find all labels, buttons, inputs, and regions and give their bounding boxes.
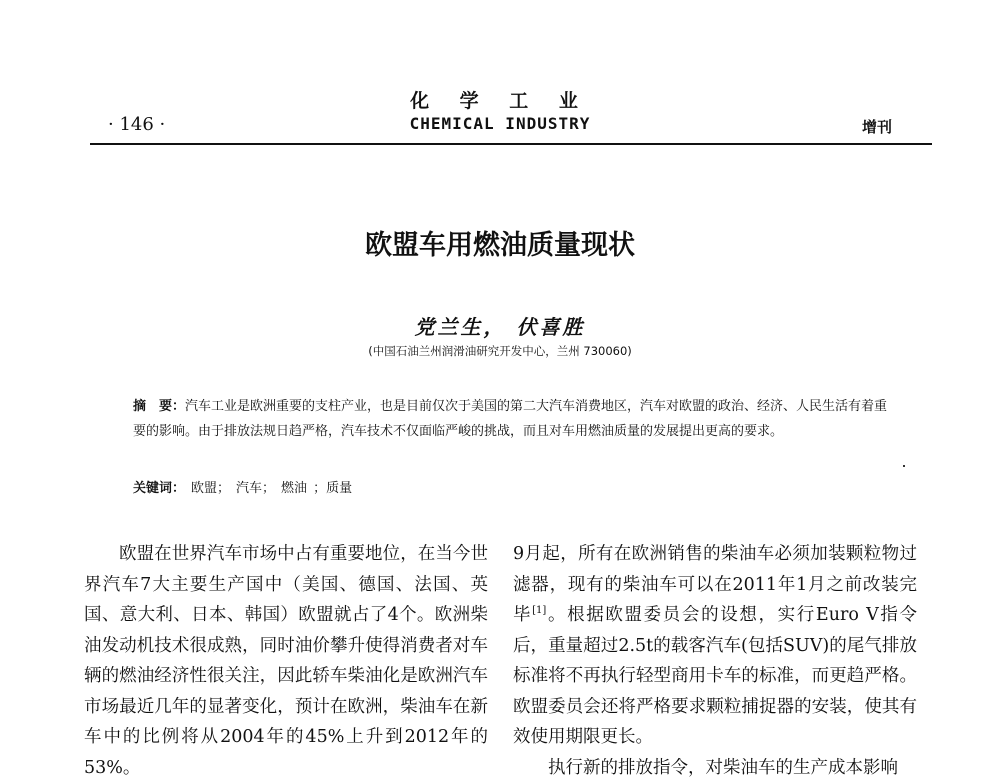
keyword-item: 汽车； (236, 481, 275, 496)
body-text: 。根据欧盟委员会的设想，实行Euro Ⅴ指令后，重量超过2.5t的载客汽车(包括SUV)的尾气排放标准将不再执行轻型商用卡车的标准，而更趋严格。欧盟委员会还将严格要求颗粒捕捉器的安装，使其有效使用期限更长。 (513, 605, 917, 747)
body-paragraph: 欧盟在世界汽车市场中占有重要地位，在当今世界汽车7大主要生产国中（美国、德国、法国、英国、意大利、日本、韩国）欧盟就占了4个。欧洲柴油发动机技术很成熟，同时油价攀升使得消费者对车辆的燃油经济性很关注，因此轿车柴油化是欧洲汽车市场最近几年的显著变化，预计在欧洲，柴油车在新车中的比例将从2004年的45%上升到2012年的53%。 (84, 539, 488, 783)
keyword-item: ；质量 (313, 481, 352, 496)
page-number: · 146 · (108, 114, 165, 135)
keyword-item: 燃油 (281, 481, 307, 496)
article-authors: 党兰生， 伏喜胜 (0, 311, 1000, 340)
abstract (133, 394, 895, 444)
abstract-label: 摘 要： (133, 399, 185, 414)
body-column-left (84, 539, 488, 783)
keywords (133, 477, 352, 496)
body-column-right (513, 539, 917, 783)
header-rule (90, 143, 932, 145)
abstract-text: 汽车工业是欧洲重要的支柱产业，也是目前仅次于美国的第二大汽车消费地区，汽车对欧盟的政治、经济、人民生活有着重要的影响。由于排放法规日趋严格，汽车技术不仅面临严峻的挑战，而且对车用燃油质量的发展提出更高的要求。 (133, 399, 887, 439)
journal-title-english: CHEMICAL INDUSTRY (0, 114, 1000, 133)
issue-label: 增刊 (862, 116, 892, 137)
keywords-label: 关键词： (133, 481, 185, 496)
body-paragraph: 执行新的排放指令，对柴油车的生产成本影响 (513, 753, 917, 783)
reference-marker: [1] (532, 605, 546, 616)
body-text: 9月起，所有在欧洲销售的柴油车必须加装颗粒物过滤器，现有的柴油车可以在2011年1月之前改装完毕 (513, 544, 917, 625)
article-title: 欧盟车用燃油质量现状 (0, 223, 1000, 262)
body-paragraph (513, 539, 917, 753)
author-affiliation: (中国石油兰州润滑油研究开发中心，兰州 730060) (0, 343, 1000, 359)
journal-title-chinese: 化 学 工 业 (0, 86, 1000, 113)
keyword-item: 欧盟； (191, 481, 230, 496)
scan-speck (903, 465, 905, 467)
